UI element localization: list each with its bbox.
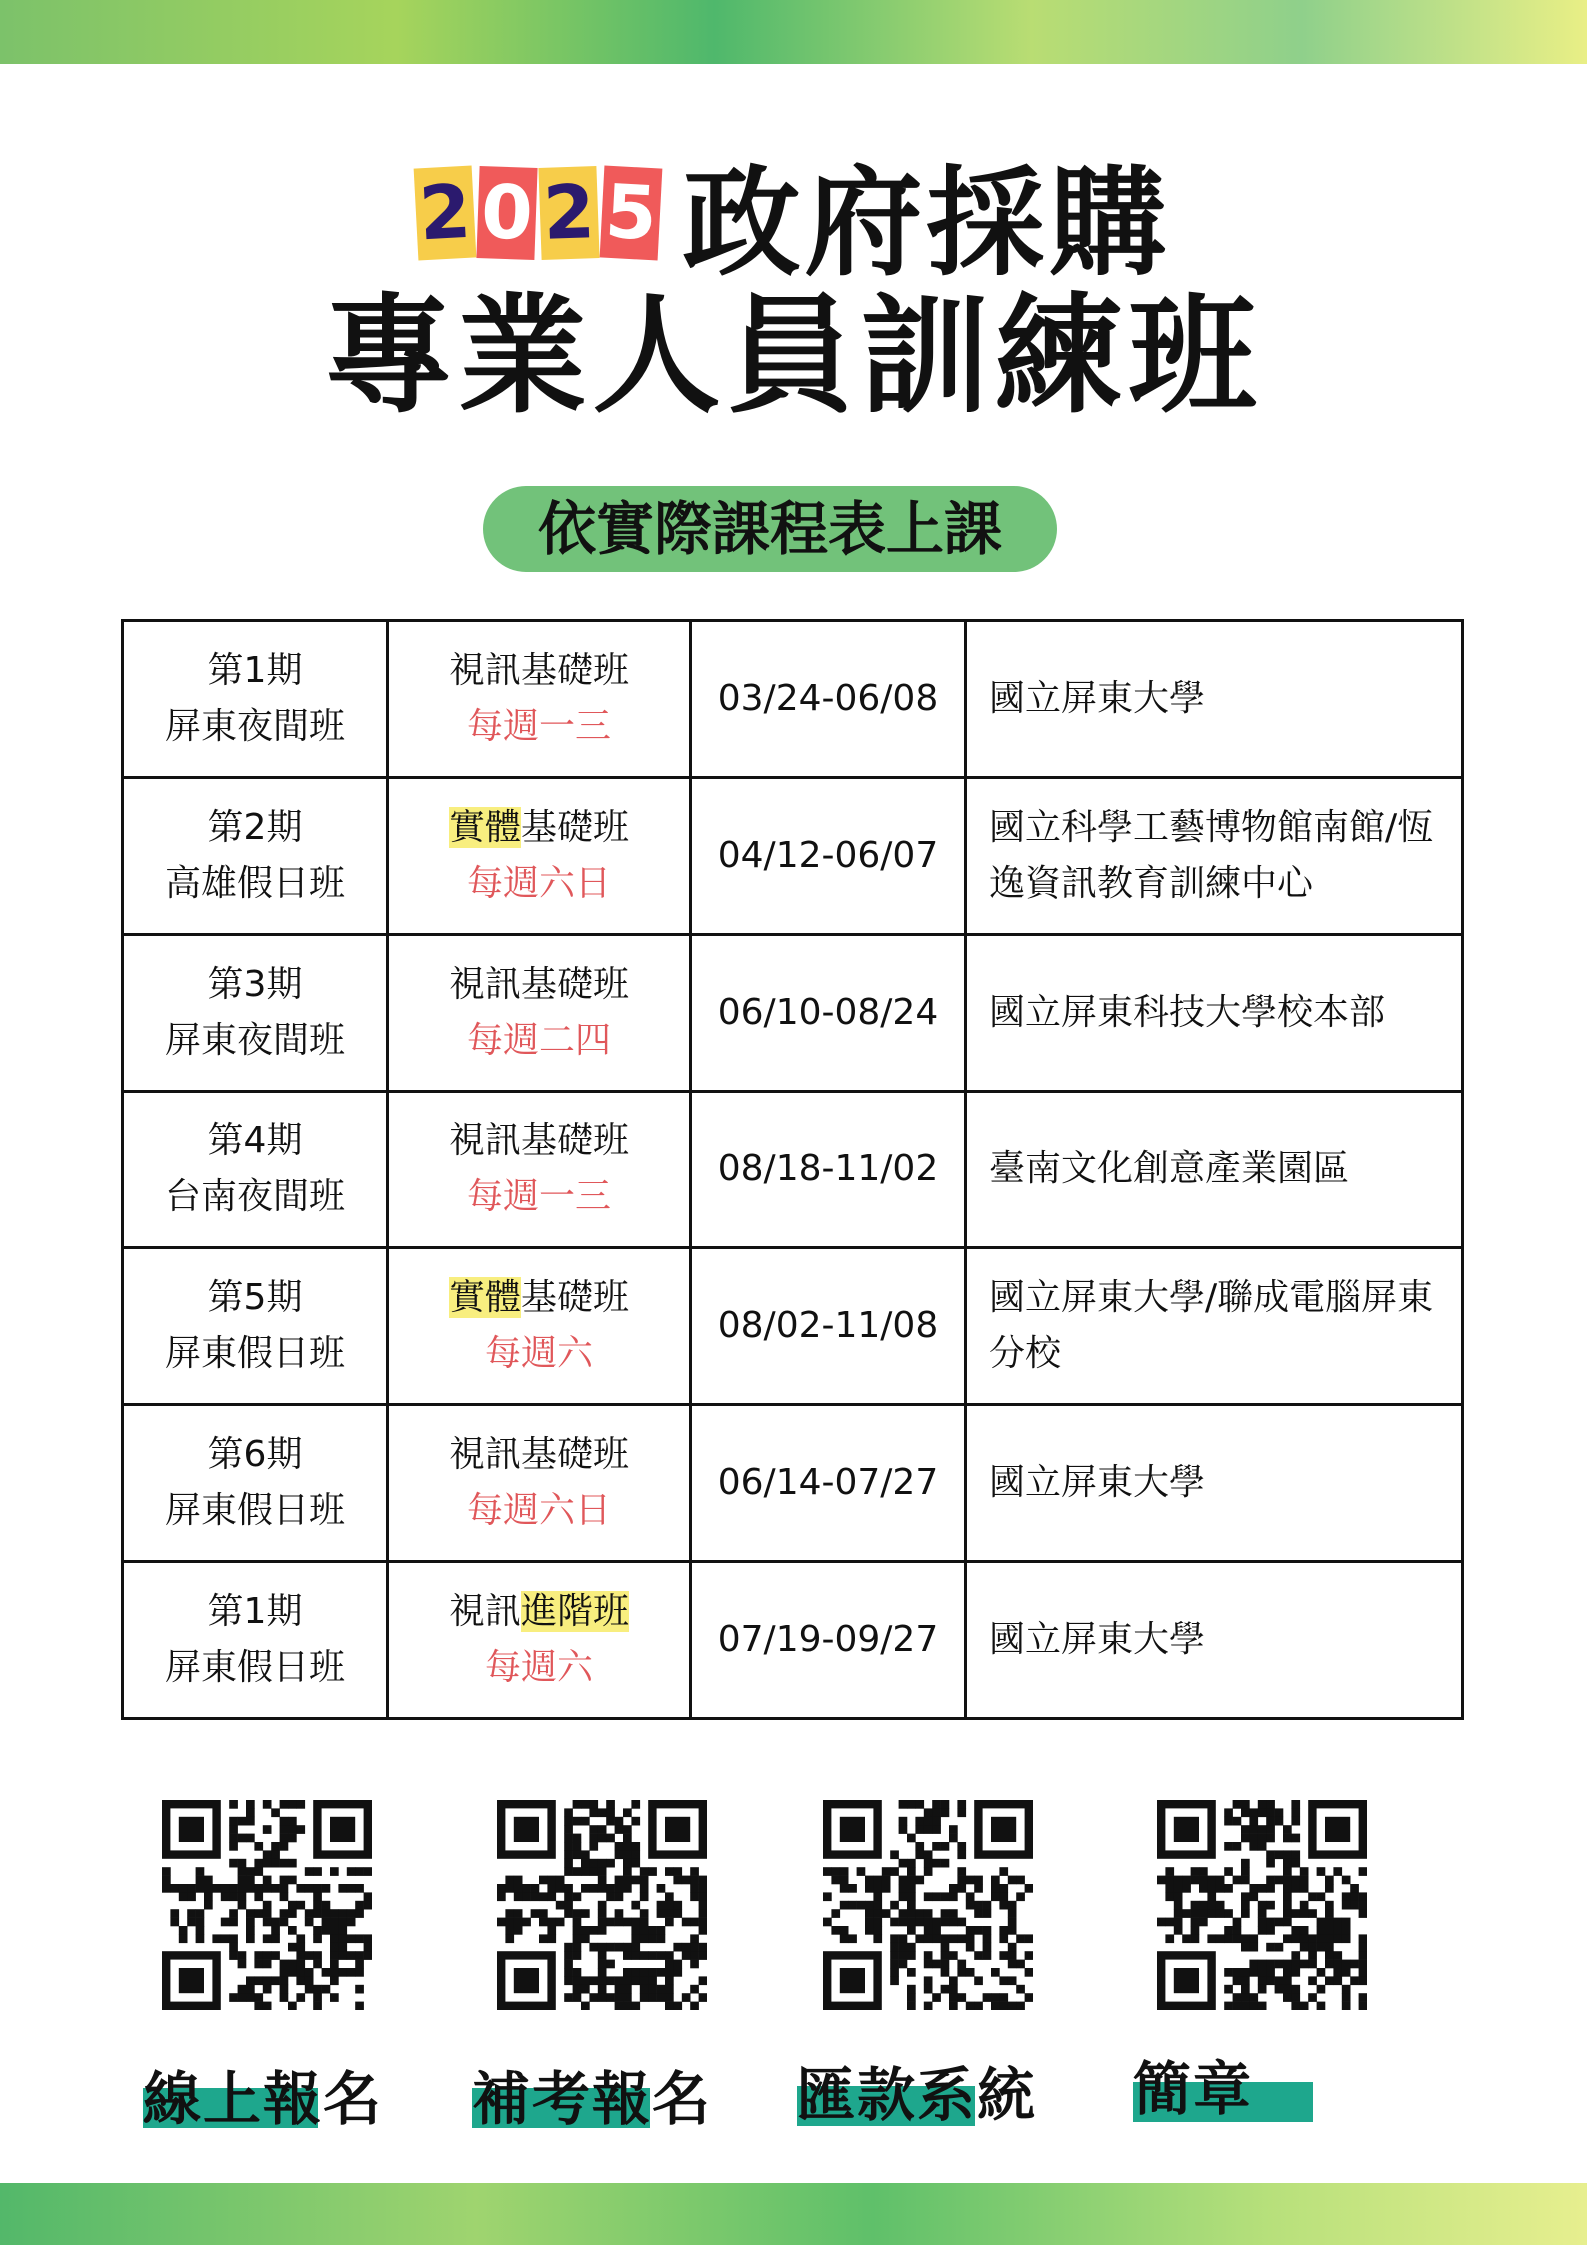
mode-text: 基礎班 [521,806,630,848]
venue-line-2: 分校 [989,1333,1062,1375]
dates-cell: 08/18-11/02 [691,1091,966,1248]
qr-pattern-icon [823,1800,1033,2010]
qr-pattern-icon [1157,1800,1367,2010]
dates-cell: 07/19-09/27 [691,1562,966,1719]
class-name: 屏東夜間班 [164,1019,345,1061]
term-cell [123,1248,388,1405]
page-title [0,148,1587,432]
mode-cell [388,1405,691,1562]
mode-cell [388,777,691,934]
venue-cell [966,777,1463,934]
term: 第1期 [207,649,303,691]
mode [390,1584,688,1640]
table-row [123,621,1463,778]
venue: 國立屏東大學 [989,677,1206,719]
days: 每週一三 [466,1176,611,1218]
table-row [123,1248,1463,1405]
table-row [123,934,1463,1091]
days: 每週二四 [466,1019,611,1061]
term: 第3期 [207,963,303,1005]
mode-cell [388,1562,691,1719]
table-row [123,1405,1463,1562]
venue-cell [966,1091,1463,1248]
term-cell [123,621,388,778]
mode-text: 視訊基礎班 [448,963,629,1005]
year-digit: 2 [414,166,477,261]
venue-cell [966,1405,1463,1562]
dates-cell: 06/14-07/27 [691,1405,966,1562]
days: 每週六日 [466,1490,611,1532]
days: 每週一三 [466,705,611,747]
venue-cell [966,1562,1463,1719]
class-name: 屏東假日班 [164,1647,345,1689]
dates-cell: 04/12-06/07 [691,777,966,934]
schedule-table [121,619,1464,1720]
qr-code-online-registration[interactable] [162,1800,372,2010]
qr-code-payment-system[interactable] [823,1800,1033,2010]
top-decorative-band [0,0,1587,64]
venue: 國立屏東大學 [989,1619,1206,1661]
dates-cell: 03/24-06/08 [691,621,966,778]
year-digit: 2 [539,166,600,260]
class-name: 台南夜間班 [164,1176,345,1218]
schedule-note-pill: 依實際課程表上課 [483,486,1057,572]
term-cell [123,1091,388,1248]
class-name: 屏東假日班 [164,1490,345,1532]
qr-pattern-icon [497,1800,707,2010]
mode-highlight: 進階班 [521,1591,630,1633]
title-main: 政府採購 [682,154,1171,292]
mode [390,957,688,1013]
mode-cell [388,1091,691,1248]
mode-cell [388,934,691,1091]
venue-line-2: 逸資訊教育訓練中心 [989,862,1314,904]
mode-cell [388,621,691,778]
term-cell [123,934,388,1091]
mode-cell [388,1248,691,1405]
mode-highlight: 實體 [448,806,521,848]
venue: 國立科學工藝博物館南館/恆 [989,806,1434,848]
mode [390,1270,688,1326]
year-digit: 5 [600,166,663,261]
term: 第6期 [207,1434,303,1476]
mode [390,1427,688,1483]
days: 每週六日 [466,862,611,904]
online-registration-link[interactable]: 線上報名 [143,2065,384,2133]
mode-text: 視訊基礎班 [448,649,629,691]
mode [390,800,688,856]
term-cell [123,777,388,934]
table-row [123,1091,1463,1248]
qr-pattern-icon [162,1800,372,2010]
bottom-decorative-band [0,2183,1587,2245]
table-row [123,1562,1463,1719]
mode-text: 視訊基礎班 [448,1434,629,1476]
class-name: 屏東假日班 [164,1333,345,1375]
mode-highlight: 實體 [448,1277,521,1319]
class-name: 屏東夜間班 [164,705,345,747]
venue-cell [966,621,1463,778]
mode [390,1113,688,1169]
makeup-exam-link[interactable]: 補考報名 [472,2065,713,2133]
qr-code-brochure[interactable] [1157,1800,1367,2010]
brochure-link[interactable]: 簡章 [1133,2055,1254,2123]
venue-cell [966,934,1463,1091]
class-name: 高雄假日班 [164,862,345,904]
term: 第1期 [207,1591,303,1633]
venue: 臺南文化創意產業園區 [989,1148,1350,1190]
mode-text: 視訊 [448,1591,521,1633]
payment-system-link[interactable]: 匯款系統 [797,2061,1038,2129]
year-digit: 0 [477,166,538,260]
term-cell [123,1405,388,1562]
year-badge [416,167,664,259]
title-line-2: 專業人員訓練班 [324,282,1263,431]
term: 第4期 [207,1120,303,1162]
term: 第2期 [207,806,303,848]
days: 每週六 [484,1647,593,1689]
venue-cell [966,1248,1463,1405]
term-cell [123,1562,388,1719]
table-row [123,777,1463,934]
qr-code-makeup-exam[interactable] [497,1800,707,2010]
mode-text: 基礎班 [521,1277,630,1319]
dates-cell: 06/10-08/24 [691,934,966,1091]
venue: 國立屏東大學 [989,1462,1206,1504]
term: 第5期 [207,1277,303,1319]
mode [390,643,688,699]
venue: 國立屏東大學/聯成電腦屏東 [989,1277,1434,1319]
mode-text: 視訊基礎班 [448,1120,629,1162]
dates-cell: 08/02-11/08 [691,1248,966,1405]
days: 每週六 [484,1333,593,1375]
title-line-1 [0,148,1587,292]
venue: 國立屏東科技大學校本部 [989,991,1386,1033]
